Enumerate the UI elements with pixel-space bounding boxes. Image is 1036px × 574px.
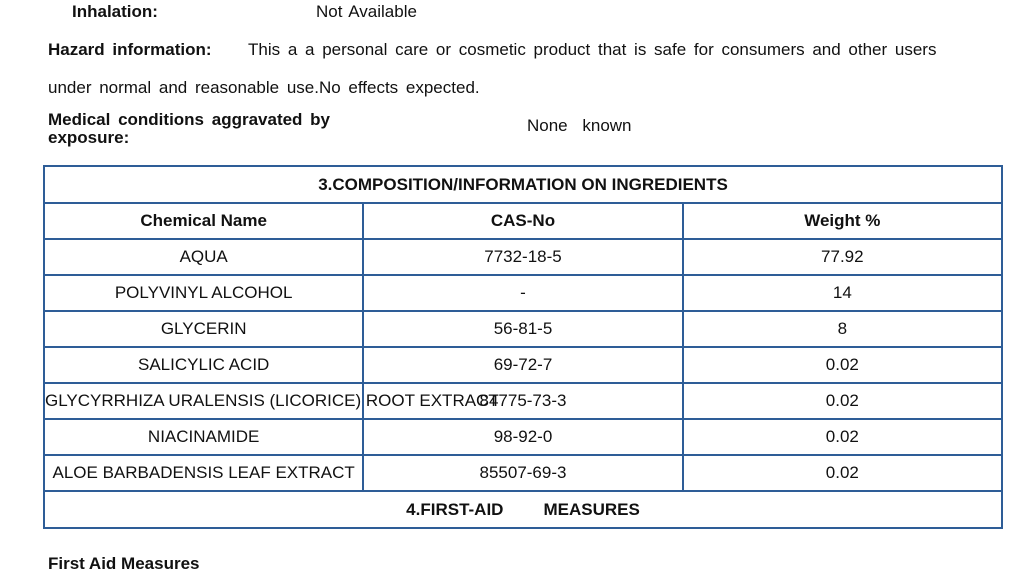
table-row <box>44 455 1002 491</box>
table-header-row <box>44 203 1002 239</box>
chemical-name-cell: POLYVINYL ALCOHOL <box>44 275 363 311</box>
hazard-text-line2: under normal and reasonable use.No effects expected. <box>48 78 480 97</box>
weight-cell: 14 <box>683 275 1002 311</box>
inhalation-value: Not Available <box>316 2 417 21</box>
chemical-name-cell: AQUA <box>44 239 363 275</box>
table-row <box>44 347 1002 383</box>
weight-cell: 8 <box>683 311 1002 347</box>
weight-cell: 0.02 <box>683 347 1002 383</box>
cas-no-cell: 98-92-0 <box>363 419 682 455</box>
column-header-weight: Weight % <box>683 203 1002 239</box>
chemical-name-cell: GLYCERIN <box>44 311 363 347</box>
weight-cell: 0.02 <box>683 419 1002 455</box>
table-row <box>44 239 1002 275</box>
table-row <box>44 383 1002 419</box>
first-aid-subheading: First Aid Measures <box>48 554 200 573</box>
section4-title <box>44 491 1002 528</box>
weight-cell: 0.02 <box>683 383 1002 419</box>
section3-header-row <box>44 166 1002 203</box>
medical-label-line2: exposure: <box>48 128 130 147</box>
cas-no-cell: 7732-18-5 <box>363 239 682 275</box>
composition-table <box>43 165 1003 529</box>
cas-no-cell: 69-72-7 <box>363 347 682 383</box>
cas-no-cell: 56-81-5 <box>363 311 682 347</box>
chemical-name-cell: ALOE BARBADENSIS LEAF EXTRACT <box>44 455 363 491</box>
chemical-name-cell: NIACINAMIDE <box>44 419 363 455</box>
hazard-text-line1: This a a personal care or cosmetic product that is safe for consumers and other users <box>248 40 937 59</box>
column-header-chemical-name: Chemical Name <box>44 203 363 239</box>
cas-no-cell: 84775-73-3 <box>363 383 682 419</box>
table-row <box>44 419 1002 455</box>
cas-no-cell: 85507-69-3 <box>363 455 682 491</box>
cas-no-cell: - <box>363 275 682 311</box>
chemical-name-cell: GLYCYRRHIZA URALENSIS (LICORICE) ROOT EXTRACT <box>44 383 363 419</box>
section4-title-part1: 4.FIRST-AID <box>406 499 504 519</box>
weight-cell: 0.02 <box>683 455 1002 491</box>
column-header-cas-no: CAS-No <box>363 203 682 239</box>
inhalation-label: Inhalation: <box>72 2 158 21</box>
weight-cell: 77.92 <box>683 239 1002 275</box>
section4-title-part2: MEASURES <box>543 499 640 519</box>
section4-header-row <box>44 491 1002 528</box>
medical-value: None known <box>527 116 632 135</box>
hazard-label: Hazard information: <box>48 40 212 59</box>
section3-title: 3.COMPOSITION/INFORMATION ON INGREDIENTS <box>44 166 1002 203</box>
chemical-name-cell: SALICYLIC ACID <box>44 347 363 383</box>
table-row <box>44 275 1002 311</box>
medical-label-line1: Medical conditions aggravated by <box>48 110 331 129</box>
table-row <box>44 311 1002 347</box>
